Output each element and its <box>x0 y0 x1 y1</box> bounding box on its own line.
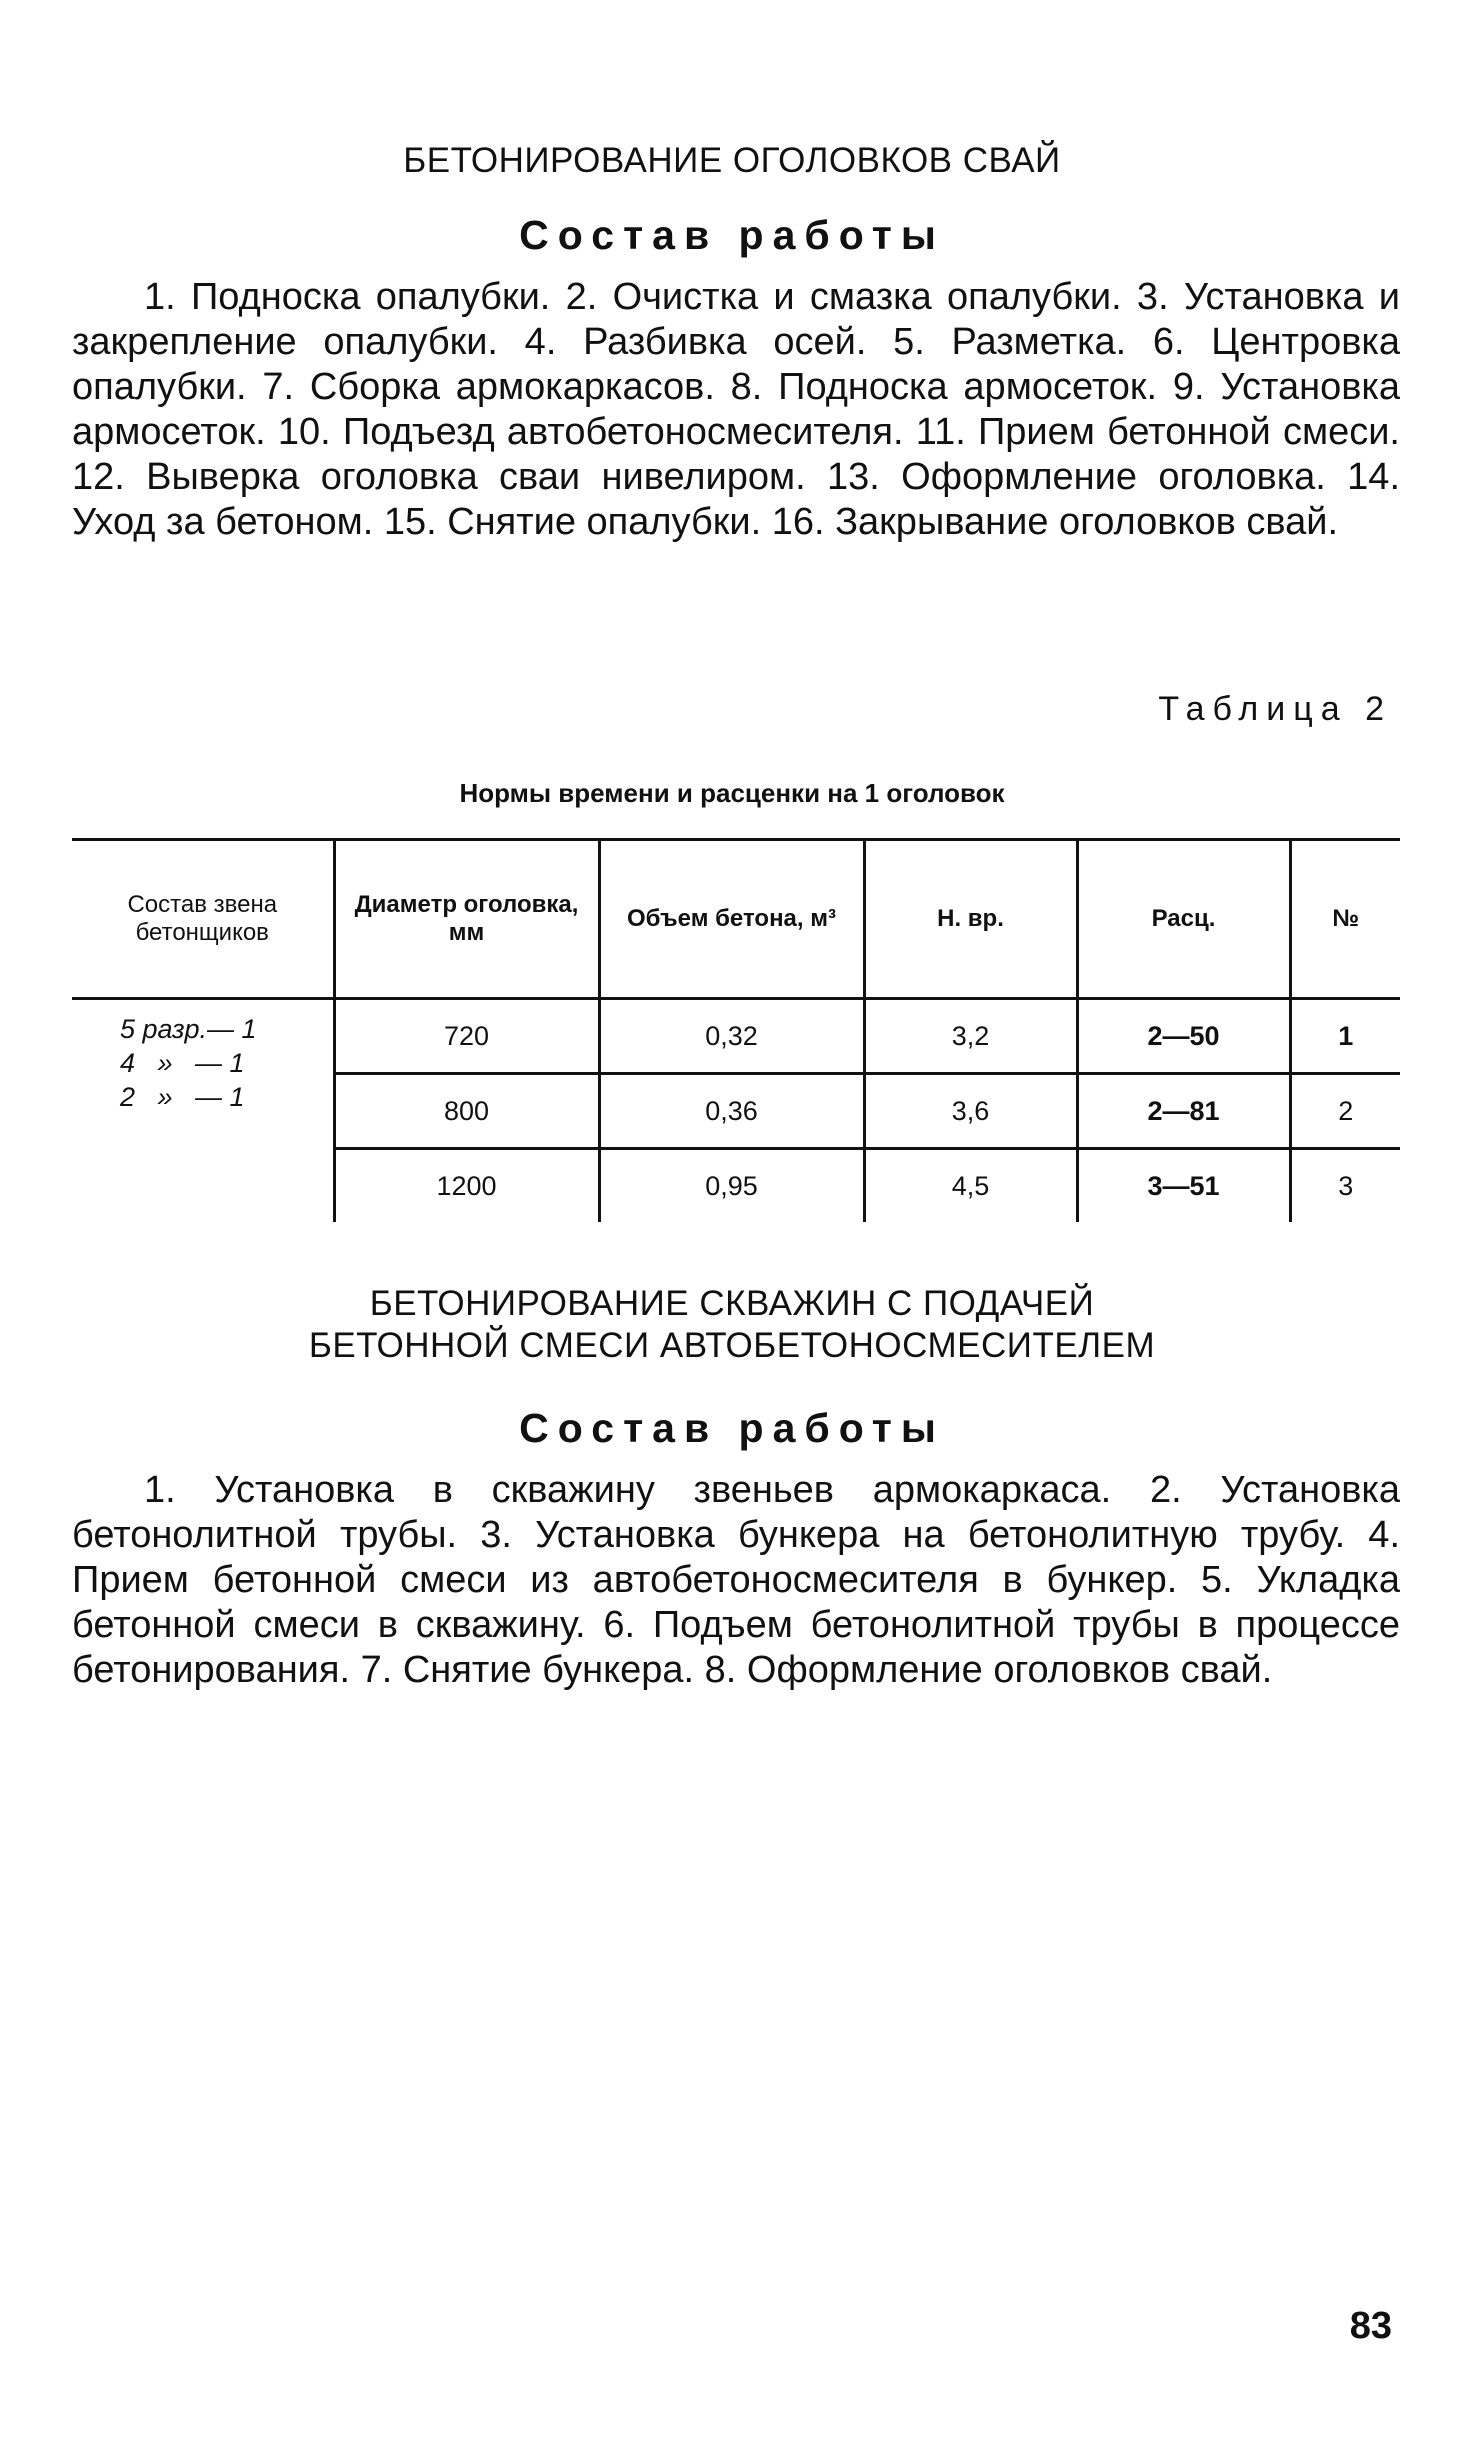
cell-norm: 4,5 <box>864 1149 1077 1223</box>
cell-diameter: 720 <box>334 999 599 1074</box>
header-volume: Объем бетона, м³ <box>599 840 864 999</box>
header-number: № <box>1290 840 1400 999</box>
section2-heading-line1: БЕТОНИРОВАНИЕ СКВАЖИН С ПОДАЧЕЙ <box>369 1284 1095 1323</box>
cell-diameter: 800 <box>334 1074 599 1149</box>
table-caption: Нормы времени и расценки на 1 оголовок <box>459 778 1005 808</box>
crew-line: 4 » — 1 <box>120 1048 245 1078</box>
cell-rate: 2—50 <box>1077 999 1290 1074</box>
table-label: Таблица 2 <box>1158 690 1392 728</box>
cell-volume: 0,32 <box>599 999 864 1074</box>
header-norm: Н. вр. <box>864 840 1077 999</box>
table-header-row <box>72 840 1400 999</box>
cell-volume: 0,95 <box>599 1149 864 1223</box>
page-number: 83 <box>1349 2305 1392 2347</box>
header-crew: Состав звена бетонщиков <box>72 840 334 999</box>
section1-paragraph: 1. Подноска опалубки. 2. Очистка и смазка опалубки. 3. Установка и закрепление опалубки. 4. Разбивка осей. 5. Разметка. 6. Центровка опалубки. 7. Сборка армокаркасов. 8. Подноска армосеток. 9. Установка армосеток. 10. Подъезд автобетоносмесителя. 11. Прием бетонной смеси. 12. Выверка оголовка сваи нивелиром. 13. Оформление оголовка. 14. Уход за бетоном. 15. Снятие опалубки. 16. Закрывание оголовков свай. <box>72 276 1400 543</box>
crew-line: 5 разр.— 1 <box>120 1014 257 1044</box>
section2-paragraph: 1. Установка в скважину звеньев армокаркаса. 2. Установка бетонолитной трубы. 3. Установка бункера на бетонолитную трубу. 4. Прием бетонной смеси из автобетоносмесителя в бункер. 5. Укладка бетонной смеси в скважину. 6. Подъем бетонолитной трубы в процессе бетонирования. 7. Снятие бункера. 8. Оформление оголовков свай. <box>72 1469 1400 1691</box>
section2-subheading: Состав работы <box>519 1405 945 1451</box>
section1-heading: БЕТОНИРОВАНИЕ ОГОЛОВКОВ СВАЙ <box>403 141 1061 180</box>
cell-number: 2 <box>1290 1074 1400 1149</box>
cell-rate: 2—81 <box>1077 1074 1290 1149</box>
cell-number: 3 <box>1290 1149 1400 1223</box>
norms-table <box>72 838 1400 1222</box>
table-row <box>72 999 1400 1074</box>
crew-line: 2 » — 1 <box>120 1082 245 1112</box>
cell-diameter: 1200 <box>334 1149 599 1223</box>
cell-norm: 3,2 <box>864 999 1077 1074</box>
cell-number: 1 <box>1290 999 1400 1074</box>
section2-heading-line2: БЕТОННОЙ СМЕСИ АВТОБЕТОНОСМЕСИТЕЛЕМ <box>308 1326 1156 1365</box>
cell-norm: 3,6 <box>864 1074 1077 1149</box>
cell-volume: 0,36 <box>599 1074 864 1149</box>
header-rate: Расц. <box>1077 840 1290 999</box>
cell-rate: 3—51 <box>1077 1149 1290 1223</box>
section1-subheading: Состав работы <box>519 212 945 258</box>
crew-cell <box>72 999 334 1223</box>
header-diameter: Диаметр оголовка, мм <box>334 840 599 999</box>
